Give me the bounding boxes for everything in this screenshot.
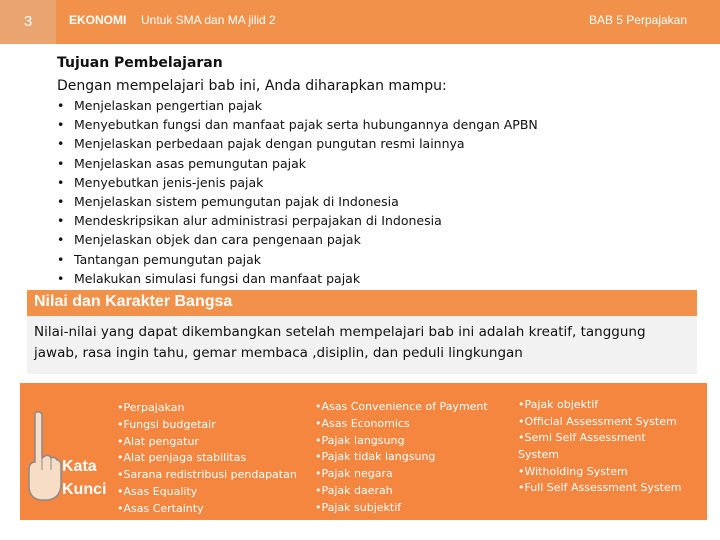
values-heading-bar bbox=[27, 290, 697, 316]
keyword-item: •Pajak tidak langsung bbox=[315, 450, 436, 464]
keyword-item: •Pajak langsung bbox=[315, 433, 405, 447]
keywords-column-3 bbox=[518, 397, 681, 497]
objective-item: • Menjelaskan asas pemungutan pajak bbox=[57, 154, 538, 173]
objective-item: • Menjelaskan pengertian pajak bbox=[57, 96, 538, 115]
objective-item: • Menjelaskan objek dan cara pengenaan pajak bbox=[57, 230, 538, 249]
objective-item: • Menjelaskan perbedaan pajak dengan pungutan resmi lainnya bbox=[57, 134, 538, 153]
keyword-item: •Pajak objektif bbox=[518, 398, 599, 411]
keyword-item: •Semi Self Assessment bbox=[518, 431, 646, 445]
pointing-hand-icon bbox=[26, 410, 62, 502]
keyword-item: •Pajak subjektif bbox=[315, 500, 402, 514]
keywords-label-kunci: Kunci bbox=[62, 481, 107, 498]
objectives-title: Tujuan Pembelajaran bbox=[57, 55, 223, 71]
objectives-list bbox=[57, 96, 538, 288]
keyword-item: •Pajak daerah bbox=[315, 483, 393, 497]
objective-item: • Menyebutkan jenis-jenis pajak bbox=[57, 173, 538, 192]
page-number: 3 bbox=[0, 0, 56, 44]
page-header bbox=[0, 0, 720, 44]
objectives-intro: Dengan mempelajari bab ini, Anda diharapkan mampu: bbox=[57, 78, 447, 94]
keywords-column-2 bbox=[315, 399, 488, 517]
subject-label: EKONOMI bbox=[69, 13, 127, 27]
values-title: Nilai dan Karakter Bangsa bbox=[34, 293, 233, 310]
keywords-label-kata: Kata bbox=[62, 458, 97, 475]
keyword-item: •Full Self Assessment System bbox=[518, 481, 682, 495]
keyword-item: •Perpajakan bbox=[117, 401, 185, 414]
book-title: Untuk SMA dan MA jilid 2 bbox=[141, 13, 276, 27]
chapter-label: BAB 5 Perpajakan bbox=[588, 13, 687, 27]
keyword-item: •Alat penjaga stabilitas bbox=[117, 451, 247, 465]
keyword-item: •Asas Economics bbox=[315, 416, 410, 430]
objective-item: • Menjelaskan sistem pemungutan pajak di Indonesia bbox=[57, 192, 538, 211]
objective-item: • Melakukan simulasi fungsi dan manfaat pajak bbox=[57, 269, 538, 288]
keyword-item: •Asas Certainty bbox=[117, 501, 204, 515]
keywords-column-1 bbox=[117, 400, 297, 518]
keyword-item: •Asas Equality bbox=[117, 484, 198, 498]
keyword-item: •Pajak negara bbox=[315, 467, 393, 481]
keyword-item: •Fungsi budgetair bbox=[117, 417, 216, 431]
objective-item: • Menyebutkan fungsi dan manfaat pajak serta hubungannya dengan APBN bbox=[57, 115, 538, 134]
keyword-item: •Official Assessment System bbox=[518, 414, 677, 428]
objective-item: • Mendeskripsikan alur administrasi perpajakan di Indonesia bbox=[57, 211, 538, 230]
objective-item: • Tantangan pemungutan pajak bbox=[57, 250, 538, 269]
keyword-item: •Witholding System bbox=[518, 464, 628, 478]
keyword-item: •Asas Convenience of Payment bbox=[315, 400, 488, 413]
keyword-item: System bbox=[518, 448, 560, 462]
keyword-item: •Sarana redistribusi pendapatan bbox=[117, 468, 297, 482]
keyword-item: •Alat pengatur bbox=[117, 434, 199, 448]
values-text: Nilai-nilai yang dapat dikembangkan setelah mempelajari bab ini adalah kreatif, tanggung jawab, rasa ingin tahu, gemar membaca ,disiplin, dan peduli lingkungan bbox=[34, 324, 646, 361]
